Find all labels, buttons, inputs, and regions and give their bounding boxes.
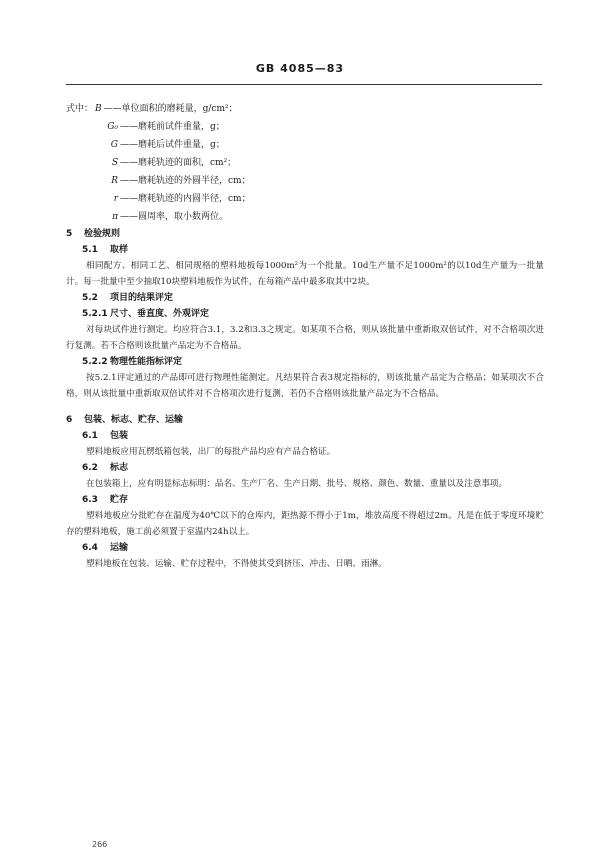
section-heading-5: 5 检验规则 — [66, 229, 121, 239]
legend-row-g — [66, 136, 536, 154]
legend-symbol: G₀ — [107, 122, 118, 132]
header-rule — [66, 84, 542, 85]
section-heading-5-2-2: 5.2.2 物理性能指标评定 — [82, 357, 183, 367]
paragraph-6-1: 塑料地板应用瓦楞纸箱包装，出厂的每批产品均应有产品合格证。 — [86, 447, 336, 457]
legend-symbol: R — [111, 176, 118, 186]
section-heading-6-3: 6.3 贮存 — [82, 495, 129, 505]
legend-text: ——磨耗后试件重量，g； — [120, 140, 225, 150]
paragraph-5-2-2: 按5.2.1评定通过的产品即可进行物理性能测定。凡结果符合表3规定指标的，则该批量产品定为合格品；如某项次不合格，则从该批量中重新取双倍试件对不合格项次进行复测，若仍不合格则该批量产品定为不合格品。 — [66, 373, 544, 399]
legend-symbol: π — [112, 212, 118, 222]
section-heading-6-4: 6.4 运输 — [82, 543, 129, 553]
legend-text: ——单位面积的磨耗量，g/cm²； — [103, 104, 238, 114]
legend-row-r-inner — [66, 190, 536, 208]
formula-legend — [66, 100, 536, 226]
section-heading-6-1: 6.1 包装 — [82, 431, 129, 441]
legend-row-r-outer — [66, 172, 536, 190]
legend-symbol: r — [113, 194, 118, 204]
document-body — [66, 222, 544, 572]
paragraph-6-3: 塑料地板应分批贮存在温度为40℃以下的仓库内，距热源不得小于1m，堆放高度不得超过2m。凡是在低于零度环境贮存的塑料地板，施工前必须置于室温内24h以上。 — [66, 511, 544, 537]
legend-row-g0 — [66, 118, 536, 136]
section-heading-6-2: 6.2 标志 — [82, 463, 129, 473]
legend-text: ——圆周率，取小数两位。 — [120, 212, 229, 222]
legend-symbol: B — [95, 104, 102, 114]
standard-number-header: GB 4085—83 — [255, 62, 345, 75]
legend-row-b — [66, 100, 536, 118]
section-heading-6: 6 包装、标志、贮存、运输 — [66, 415, 184, 425]
paragraph-6-2: 在包装箱上，应有明显标志标明：品名、生产厂名、生产日期、批号、规格、颜色、数量、重量以及注意事项。 — [86, 479, 508, 489]
page-number: 266 — [92, 840, 108, 849]
section-heading-5-2: 5.2 项目的结果评定 — [82, 293, 174, 303]
legend-text: ——磨耗前试件重量，g； — [120, 122, 225, 132]
legend-intro: 式中： — [66, 104, 94, 114]
legend-text: ——磨耗轨迹的面积，cm²； — [120, 158, 237, 168]
legend-symbol: G — [110, 140, 118, 150]
legend-row-s — [66, 154, 536, 172]
paragraph-5-2-1: 对每块试件进行测定。均应符合3.1，3.2和3.3之规定。如某项不合格，则从该批量中重新取双倍试件，对不合格项次进行复测。若不合格则该批量产品定为不合格品。 — [66, 325, 544, 351]
legend-symbol: S — [111, 158, 118, 168]
section-heading-5-2-1: 5.2.1 尺寸、垂直度、外观评定 — [82, 309, 210, 319]
paragraph-6-4: 塑料地板在包装、运输、贮存过程中，不得使其受到挤压、冲击、日晒、雨淋。 — [86, 559, 387, 569]
legend-text: ——磨耗轨迹的内圆半径，cm； — [120, 194, 251, 204]
section-heading-5-1: 5.1 取样 — [82, 245, 129, 255]
legend-text: ——磨耗轨迹的外圆半径，cm； — [120, 176, 251, 186]
paragraph-5-1: 相同配方、相同工艺、相同规格的塑料地板每1000m²为一个批量。10d生产量不足1000m²的以10d生产量为一批量计。每一批量中至少抽取10块塑料地板作为试件，在每箱产品中最多取其中2块。 — [66, 261, 544, 287]
